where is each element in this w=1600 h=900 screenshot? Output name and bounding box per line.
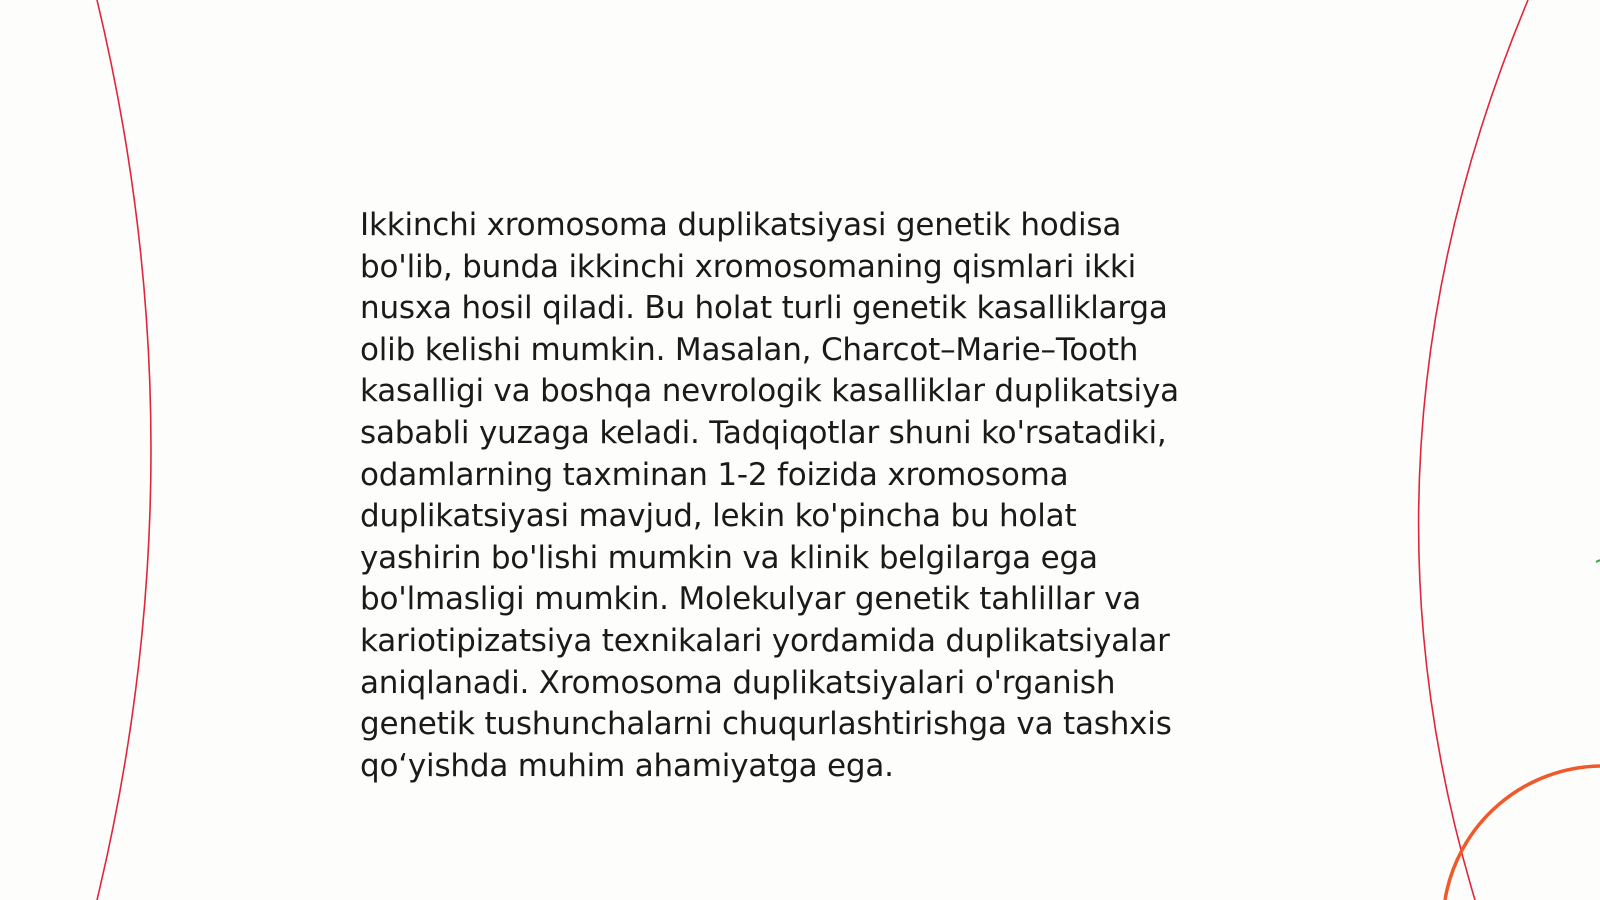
paragraph-line: aniqlanadi. Xromosoma duplikatsiyalari o'rganish <box>360 664 1116 701</box>
paragraph-line: qo‘yishda muhim ahamiyatga ega. <box>360 747 894 784</box>
paragraph-line: duplikatsiyasi mavjud, lekin ko'pincha bu holat <box>360 498 1077 535</box>
paragraph-line: bo'lmasligi mumkin. Molekulyar genetik tahlillar va <box>360 581 1142 618</box>
paragraph-line: nusxa hosil qiladi. Bu holat turli genetik kasalliklarga <box>360 290 1168 327</box>
orange-circle-arc <box>1445 766 1600 900</box>
paragraph-line: Ikkinchi xromosoma duplikatsiyasi genetik hodisa <box>360 207 1122 243</box>
paragraph-line: genetik tushunchalarni chuqurlashtirishga va tashxis <box>360 706 1172 743</box>
paragraph-line: olib kelishi mumkin. Masalan, Charcot–Marie–Tooth <box>360 331 1139 368</box>
paragraph-line: odamlarning taxminan 1-2 foizida xromosoma <box>360 456 1069 493</box>
right-arc-line <box>1419 0 1528 900</box>
paragraph-line: kariotipizatsiya texnikalari yordamida duplikatsiyalar <box>360 622 1170 659</box>
paragraph-line: yashirin bo'lishi mumkin va klinik belgilarga ega <box>360 539 1098 576</box>
left-arc-line <box>97 0 151 900</box>
paragraph-line: bo'lib, bunda ikkinchi xromosomaning qismlari ikki <box>360 248 1137 285</box>
paragraph-line: sababli yuzaga keladi. Tadqiqotlar shuni ko'rsatadiki, <box>360 414 1167 451</box>
paragraph-line: kasalligi va boshqa nevrologik kasalliklar duplikatsiya <box>360 373 1179 410</box>
green-accent-mark <box>1596 560 1600 562</box>
body-paragraph <box>360 205 1240 787</box>
